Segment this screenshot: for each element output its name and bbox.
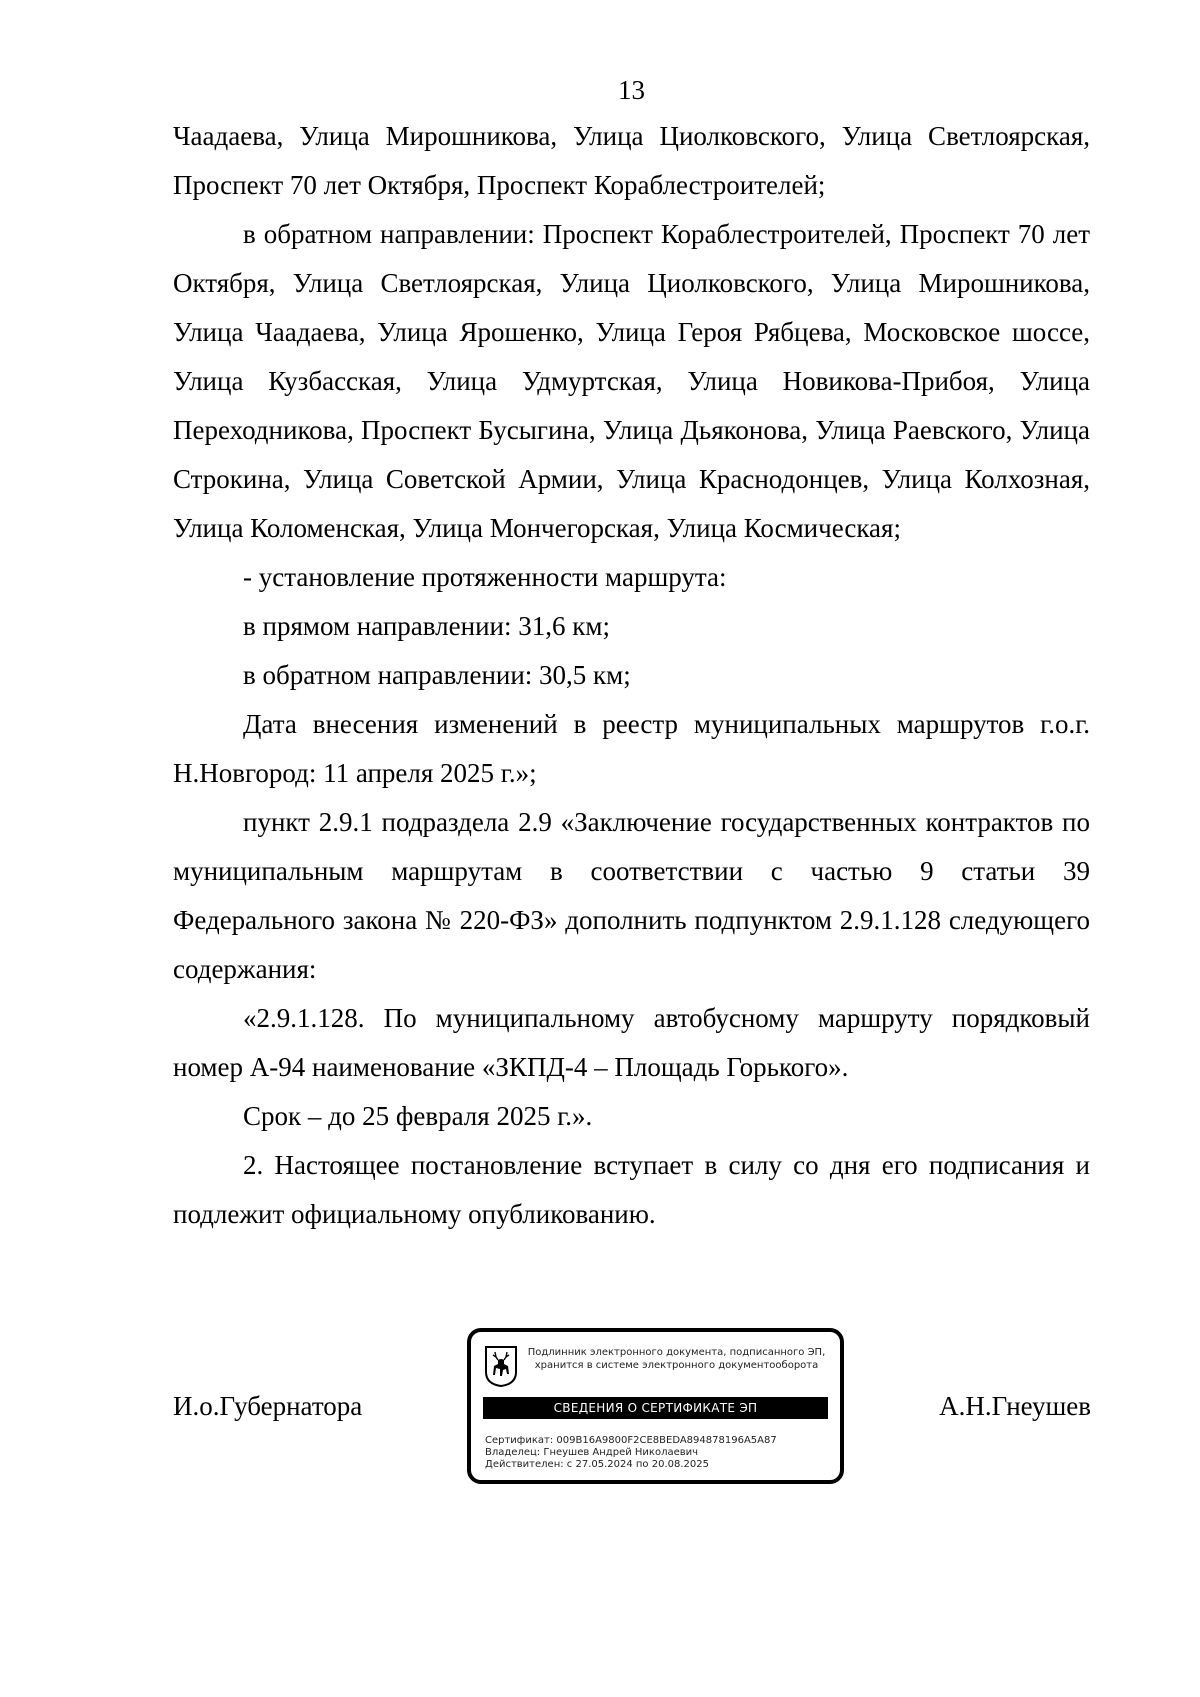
page-number: 13 bbox=[618, 75, 645, 105]
certificate-owner: Владелец: Гнеушев Андрей Николаевич bbox=[485, 1447, 699, 1458]
certificate-number: Сертификат: 009B16A9800F2CE8BEDA894878196A5A87 bbox=[485, 1435, 777, 1446]
electronic-signature-stamp bbox=[467, 1328, 844, 1484]
stamp-note bbox=[523, 1346, 830, 1372]
paragraph: - установление протяженности маршрута: bbox=[243, 562, 727, 592]
paragraph: Срок – до 25 февраля 2025 г.». bbox=[243, 1101, 593, 1131]
paragraph: в прямом направлении: 31,6 км; bbox=[243, 611, 610, 641]
paragraph: Дата внесения изменений в реестр муниципальных маршрутов г.о.г. Н.Новгород: 11 апреля 2025 г.»; bbox=[173, 709, 1090, 788]
paragraph: Чаадаева, Улица Мирошникова, Улица Циолковского, Улица Светлоярская, Проспект 70 лет Октября, Проспект Кораблестроителей; bbox=[173, 121, 1090, 200]
deer-emblem-icon bbox=[483, 1344, 519, 1388]
stamp-note-line: хранится в системе электронного документооборота bbox=[534, 1360, 819, 1371]
stamp-note-line: Подлинник электронного документа, подписанного ЭП, bbox=[527, 1347, 826, 1358]
paragraph: пункт 2.9.1 подраздела 2.9 «Заключение государственных контрактов по муниципальным маршрутам в соответствии с частью 9 статьи 39 Федерального закона № 220-ФЗ» дополнить подпунктом 2.9.1.128 следующего содержания: bbox=[173, 807, 1090, 984]
certificate-validity: Действителен: с 27.05.2024 по 20.08.2025 bbox=[485, 1459, 709, 1470]
stamp-banner: СВЕДЕНИЯ О СЕРТИФИКАТЕ ЭП bbox=[483, 1397, 828, 1419]
paragraph: 2. Настоящее постановление вступает в силу со дня его подписания и подлежит официальному опубликованию. bbox=[173, 1150, 1090, 1229]
signatory-name: А.Н.Гнеушев bbox=[939, 1391, 1091, 1421]
stamp-details bbox=[485, 1435, 830, 1471]
paragraph: в обратном направлении: 30,5 км; bbox=[243, 660, 631, 690]
document-body bbox=[173, 112, 1090, 1239]
signatory-position: И.о.Губернатора bbox=[173, 1391, 363, 1421]
paragraph: «2.9.1.128. По муниципальному автобусному маршруту порядковый номер А-94 наименование «ЗКПД-4 – Площадь Горького». bbox=[173, 1003, 1090, 1082]
paragraph: в обратном направлении: Проспект Кораблестроителей, Проспект 70 лет Октября, Улица Светлоярская, Улица Циолковского, Улица Мирошникова, Улица Чаадаева, Улица Ярошенко, Улица Героя Рябцева, Московское шоссе, Улица Кузбасская, Улица Удмуртская, Улица Новикова-Прибоя, Улица Переходникова, Проспект Бусыгина, Улица Дьяконова, Улица Раевского, Улица Строкина, Улица Советской Армии, Улица Краснодонцев, Улица Колхозная, Улица Коломенская, Улица Мончегорская, Улица Космическая; bbox=[173, 219, 1090, 543]
